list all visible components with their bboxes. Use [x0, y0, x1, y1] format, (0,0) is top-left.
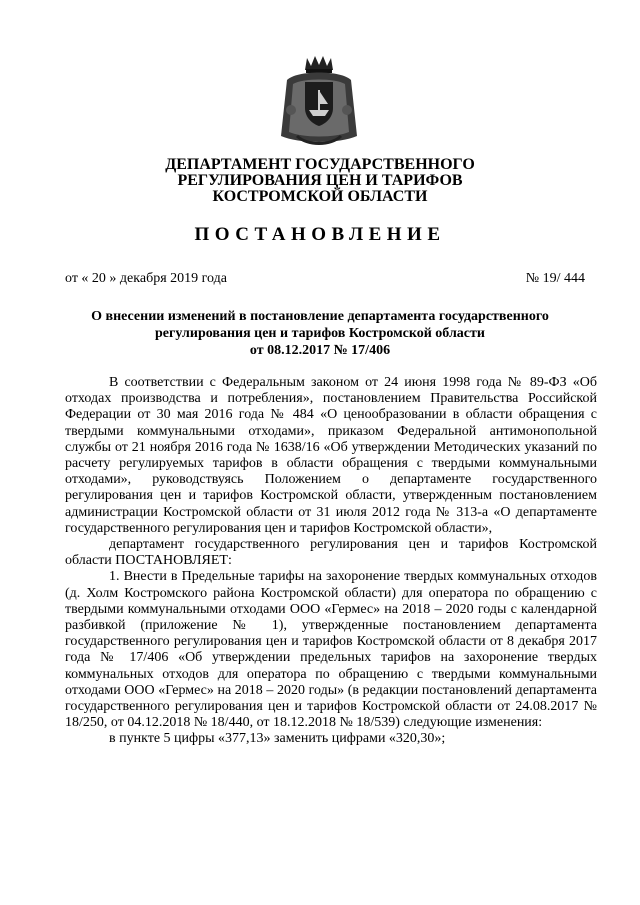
- document-title: ПОСТАНОВЛЕНИЕ: [194, 224, 446, 245]
- document-subject: [0, 308, 640, 359]
- document-body: [65, 375, 597, 748]
- body-paragraph: 1. Внести в Предельные тарифы на захоронение твердых коммунальных отходов (д. Холм Костромского района Костромской области) для оператора по обращению с твердыми коммунальными отходами ООО «Гермес» на 2018 – 2020 годы с календарной разбивкой (приложение № 1), утвержденные постановлением департамента государственного регулирования цен и тарифов Костромской области от 8 декабря 2017 года № 17/406 «Об утверждении предельных тарифов на захоронение твердых коммунальных отходов для оператора по обращению с твердыми коммунальными отходами ООО «Гермес» на 2018 – 2020 годы» (в редакции постановлений департамента государственного регулирования цен и тарифов Костромской области от 24.08.2017 № 18/250, от 04.12.2018 № 18/440, от 18.12.2018 № 18/539) следующие изменения:: [65, 569, 597, 731]
- document-number: № 19/ 444: [525, 271, 585, 286]
- subject-line: О внесении изменений в постановление департамента государственного: [91, 309, 549, 324]
- subject-line: от 08.12.2017 № 17/406: [249, 343, 391, 358]
- department-line: РЕГУЛИРОВАНИЯ ЦЕН И ТАРИФОВ: [177, 172, 463, 189]
- subject-line: регулирования цен и тарифов Костромской области: [155, 326, 485, 341]
- body-paragraph: В соответствии с Федеральным законом от 24 июня 1998 года № 89-ФЗ «Об отходах производства и потребления», постановлением Правительства Российской Федерации от 30 мая 2016 года № 484 «О ценообразовании в области обращения с твердыми коммунальными отходами», приказом Федеральной антимонопольной службы от 21 ноября 2016 года № 1638/16 «Об утверждении Методических указаний по расчету регулируемых тарифов в области обращения с твердыми коммунальными отходами», руководствуясь Положением о департаменте государственного регулирования цен и тарифов Костромской области, утвержденным постановлением администрации Костромской области от 31 июля 2012 года № 313-а «О департаменте государственного регулирования цен и тарифов Костромской области»,: [65, 375, 597, 536]
- document-date: от « 20 » декабря 2019 года: [65, 271, 227, 286]
- department-name: [0, 157, 640, 205]
- body-paragraph: в пункте 5 цифры «377,13» заменить цифрами «320,30»;: [109, 731, 446, 747]
- coat-of-arms-icon: [277, 52, 361, 148]
- body-paragraph: департамент государственного регулирования цен и тарифов Костромской области ПОСТАНОВЛЯЕТ:: [65, 537, 597, 569]
- department-line: КОСТРОМСКОЙ ОБЛАСТИ: [212, 188, 428, 205]
- department-line: ДЕПАРТАМЕНТ ГОСУДАРСТВЕННОГО: [165, 156, 475, 173]
- date-number-line: [65, 271, 585, 287]
